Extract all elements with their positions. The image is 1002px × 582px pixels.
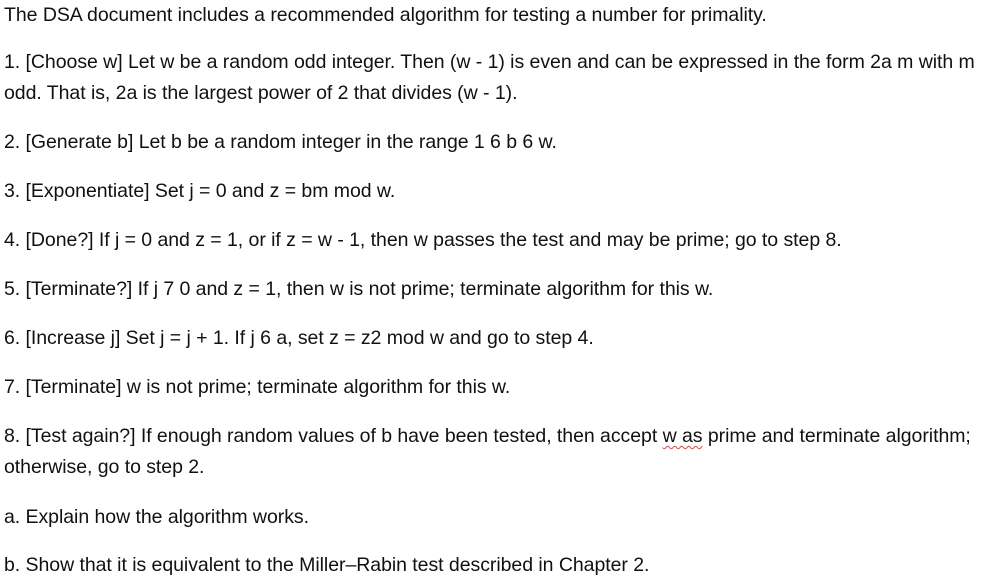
spellcheck-flagged-text[interactable]: w as [662,425,703,447]
step-7-paragraph: 7. [Terminate] w is not prime; terminate algorithm for this w. [4,376,511,398]
step-5-paragraph: 5. [Terminate?] If j 7 0 and z = 1, then w is not prime; terminate algorithm for this w. [4,278,714,300]
question-a-paragraph: a. Explain how the algorithm works. [4,506,309,528]
step-8-paragraph [4,421,1000,483]
step-8-text-start: 8. [Test again?] If enough random values of b have been tested, then accept [4,425,663,447]
intro-paragraph: The DSA document includes a recommended algorithm for testing a number for primality. [4,4,767,26]
step-3-paragraph: 3. [Exponentiate] Set j = 0 and z = bm mod w. [4,180,396,202]
step-8-text-end: prime and terminate algorithm; otherwise, go to step 2. [4,425,971,478]
step-4-paragraph: 4. [Done?] If j = 0 and z = 1, or if z = w - 1, then w passes the test and may be prime; go to step 8. [4,229,842,251]
step-2-paragraph: 2. [Generate b] Let b be a random integer in the range 1 6 b 6 w. [4,131,557,153]
step-6-paragraph: 6. [Increase j] Set j = j + 1. If j 6 a, set z = z2 mod w and go to step 4. [4,327,594,349]
step-1-paragraph: 1. [Choose w] Let w be a random odd integer. Then (w - 1) is even and can be expressed in the form 2a m with m odd. That is, 2a is the largest power of 2 that divides (w - 1). [4,51,975,104]
question-b-paragraph: b. Show that it is equivalent to the Miller–Rabin test described in Chapter 2. [4,554,650,576]
